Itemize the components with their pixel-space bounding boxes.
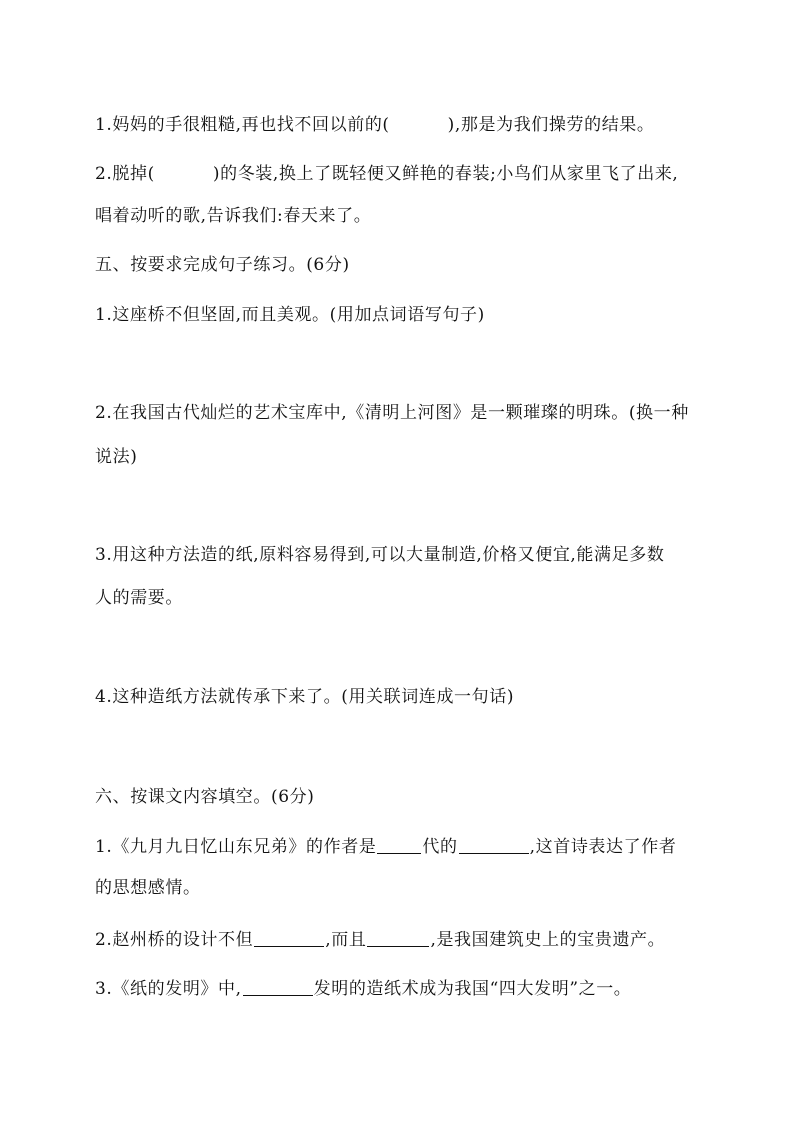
recall-item-2 bbox=[95, 930, 665, 949]
recall-item-1-blank-author[interactable] bbox=[459, 837, 529, 854]
recall-item-3-blank[interactable] bbox=[243, 979, 313, 996]
recall-item-3 bbox=[95, 979, 631, 998]
recall-item-2-part1: 2.赵州桥的设计不但 bbox=[95, 930, 254, 950]
section5-heading: 五、按要求完成句子练习。(6分) bbox=[95, 255, 350, 275]
recall-item-3-part2: 发明的造纸术成为我国“四大发明”之一。 bbox=[313, 979, 632, 999]
sentence-item-2-line2: 说法) bbox=[95, 447, 138, 467]
recall-item-2-part2: ,而且 bbox=[325, 930, 367, 950]
fill-item-2-before: 2.脱掉( bbox=[95, 164, 155, 184]
recall-item-1-part3: ,这首诗表达了作者 bbox=[529, 837, 677, 857]
recall-item-2-blank-1[interactable] bbox=[254, 930, 324, 947]
recall-item-1-blank-dynasty[interactable] bbox=[377, 837, 421, 854]
fill-item-2-line2: 唱着动听的歌,告诉我们:春天来了。 bbox=[95, 206, 372, 226]
fill-item-2-after: )的冬装,换上了既轻便又鲜艳的春装;小鸟们从家里飞了出来, bbox=[212, 164, 679, 184]
recall-item-1-line2: 的思想感情。 bbox=[95, 878, 201, 898]
sentence-item-2: 2.在我国古代灿烂的艺术宝库中,《清明上河图》是一颗璀璨的明珠。(换一种 bbox=[95, 403, 689, 423]
fill-item-1 bbox=[95, 117, 655, 134]
recall-item-2-blank-2[interactable] bbox=[367, 930, 429, 947]
recall-item-2-part3: ,是我国建筑史上的宝贵遗产。 bbox=[430, 930, 666, 950]
sentence-item-3: 3.用这种方法造的纸,原料容易得到,可以大量制造,价格又便宜,能满足多数 bbox=[95, 545, 665, 565]
sentence-item-1: 1.这座桥不但坚固,而且美观。(用加点词语写句子) bbox=[95, 305, 485, 325]
recall-item-3-part1: 3.《纸的发明》中, bbox=[95, 979, 242, 999]
recall-item-1 bbox=[95, 837, 676, 856]
sentence-item-3-line2: 人的需要。 bbox=[95, 588, 183, 608]
recall-item-1-part2: 代的 bbox=[422, 837, 458, 857]
fill-item-1-before: 1.妈妈的手很粗糙,再也找不回以前的( bbox=[95, 115, 390, 135]
sentence-item-4: 4.这种造纸方法就传承下来了。(用关联词连成一句话) bbox=[95, 687, 515, 707]
section6-heading: 六、按课文内容填空。(6分) bbox=[95, 787, 315, 807]
fill-item-1-after: ),那是为我们操劳的结果。 bbox=[447, 115, 655, 135]
recall-item-1-part1: 1.《九月九日忆山东兄弟》的作者是 bbox=[95, 837, 377, 857]
fill-item-2 bbox=[95, 166, 678, 183]
